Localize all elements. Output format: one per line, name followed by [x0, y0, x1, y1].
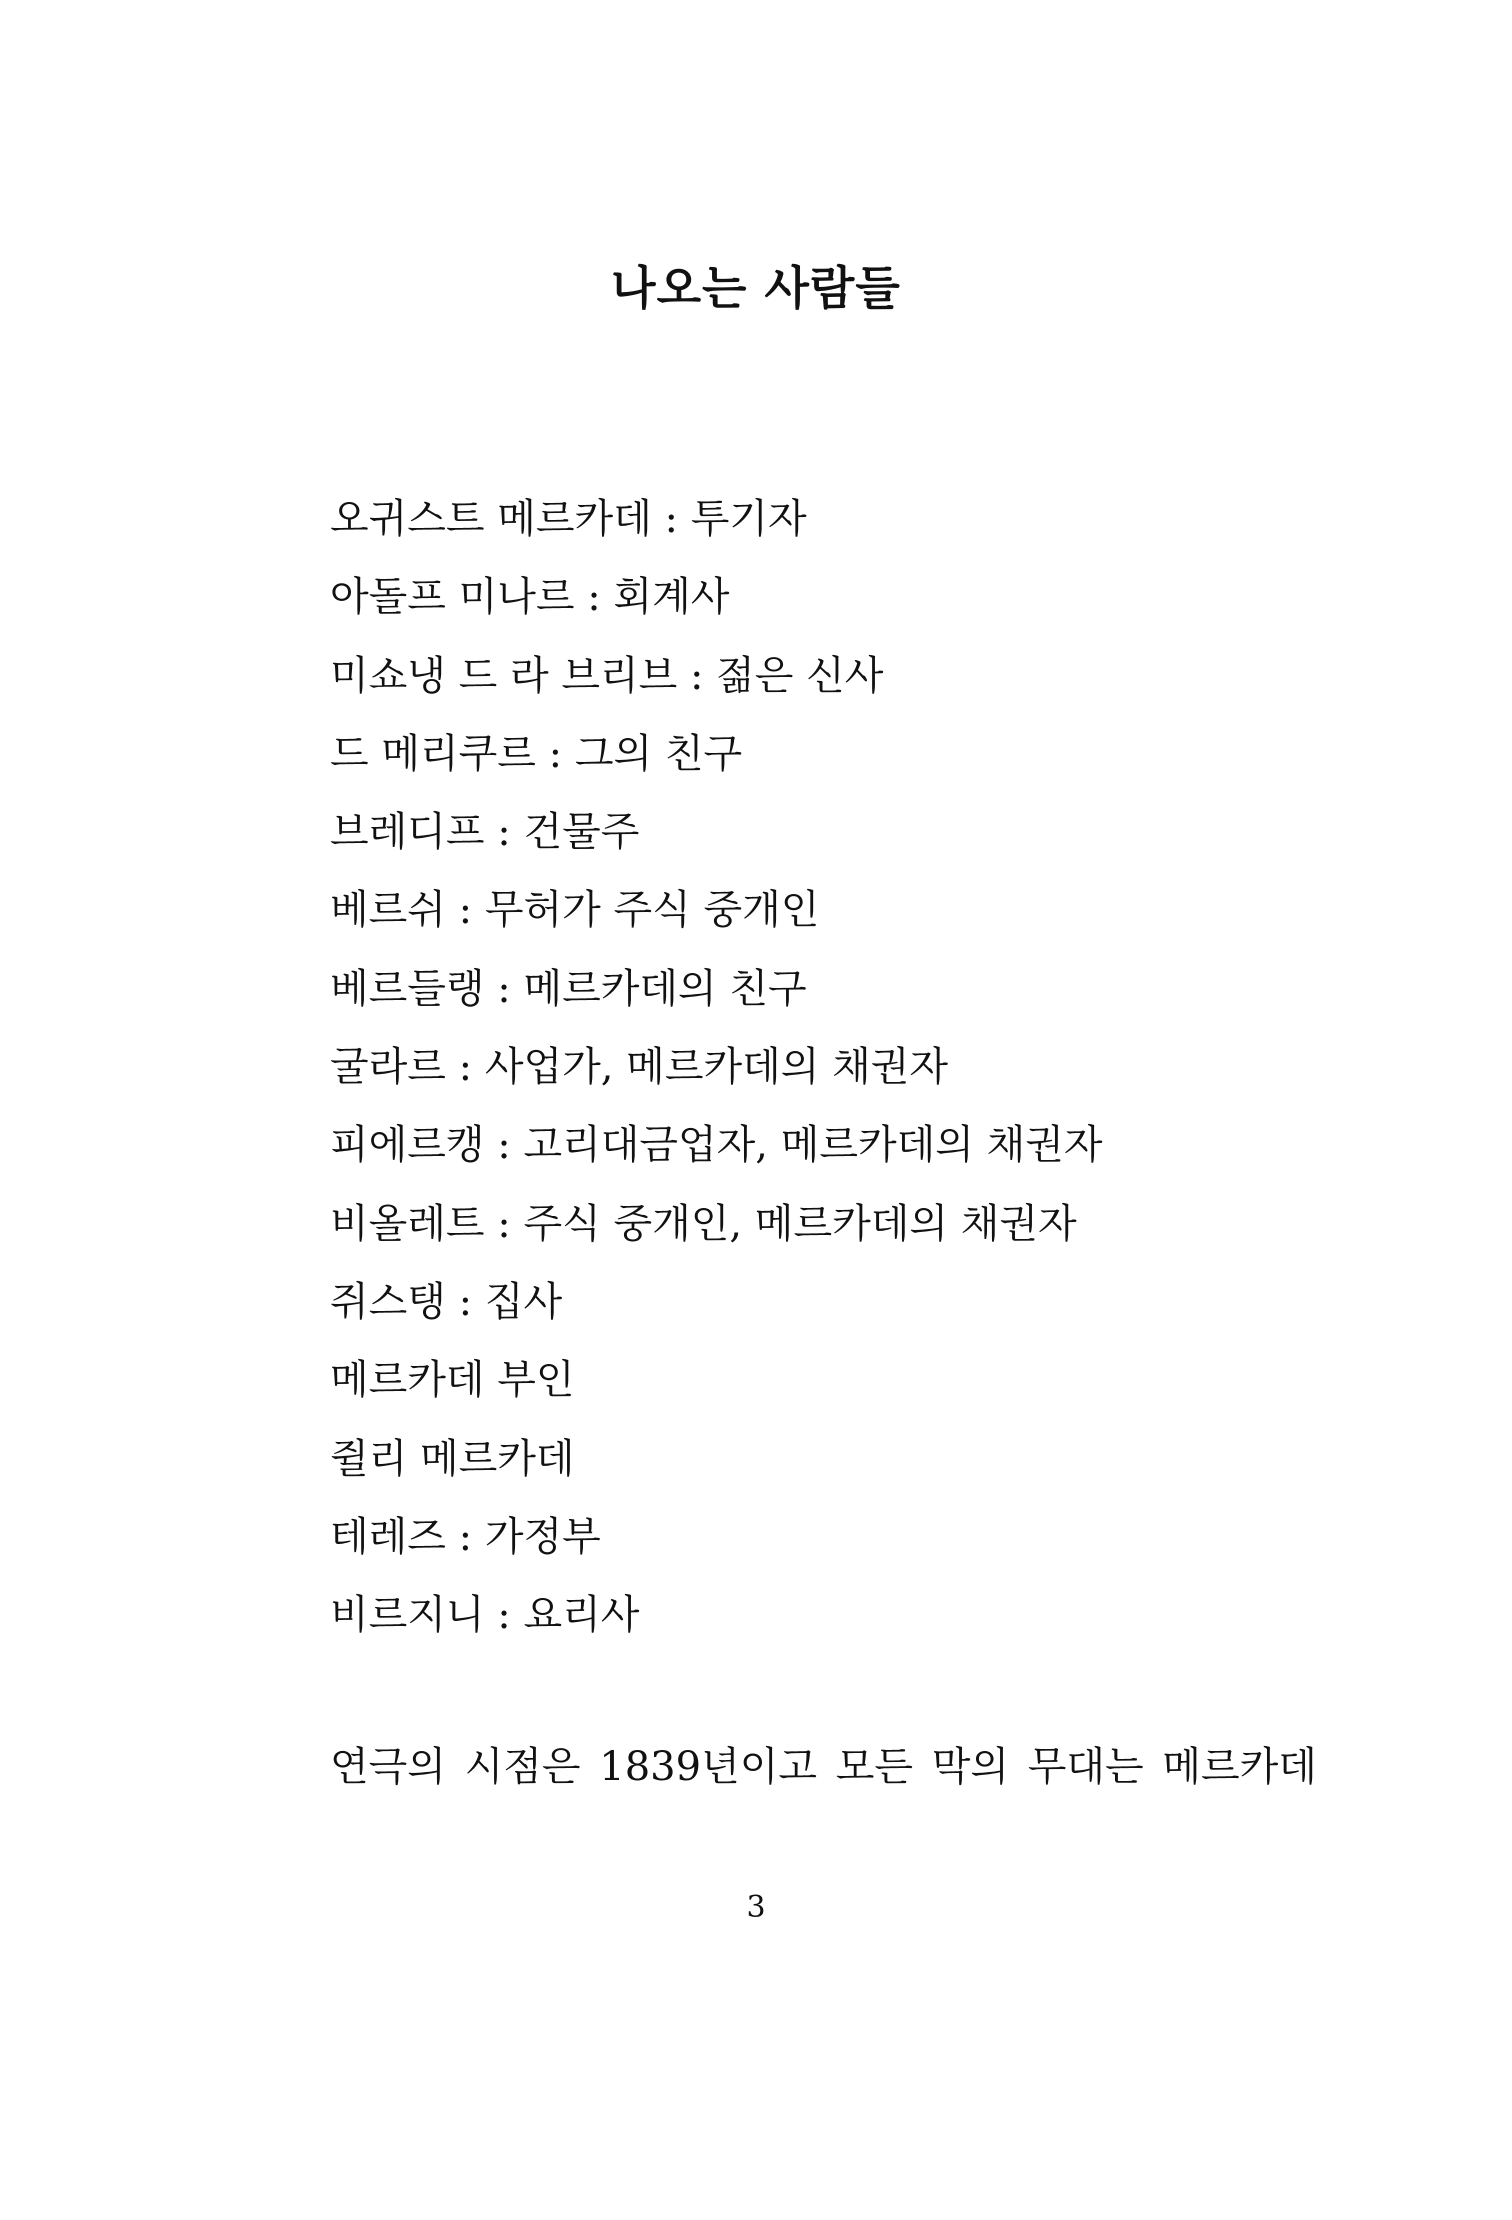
cast-item-7: 베르들랭 : 메르카데의 친구 — [330, 965, 807, 1012]
cast-item-2: 아돌프 미나르 : 회계사 — [330, 574, 730, 621]
cast-item-9: 피에르캥 : 고리대금업자, 메르카데의 채권자 — [330, 1122, 1103, 1169]
cast-list — [330, 480, 1103, 1654]
cast-item-3: 미쇼냉 드 라 브리브 : 젊은 신사 — [330, 652, 884, 699]
cast-item-6: 베르쉬 : 무허가 주식 중개인 — [330, 887, 820, 934]
cast-item-5: 브레디프 : 건물주 — [330, 809, 640, 856]
cast-item-10: 비올레트 : 주식 중개인, 메르카데의 채권자 — [330, 1200, 1077, 1247]
cast-item-11: 쥐스탱 : 집사 — [330, 1278, 563, 1325]
cast-item-4: 드 메리쿠르 : 그의 친구 — [330, 730, 743, 777]
cast-item-8: 굴라르 : 사업가, 메르카데의 채권자 — [330, 1044, 949, 1091]
cast-item-1: 오귀스트 메르카데 : 투기자 — [330, 496, 807, 542]
cast-item-15: 비르지니 : 요리사 — [330, 1592, 640, 1639]
page-title: 나오는 사람들 — [611, 261, 901, 315]
cast-item-14: 테레즈 : 가정부 — [330, 1513, 601, 1560]
cast-item-12: 메르카데 부인 — [330, 1357, 575, 1404]
setting-note: 연극의 시점은 1839년이고 모든 막의 무대는 메르카데 — [330, 1744, 1317, 1790]
cast-item-13: 쥘리 메르카데 — [330, 1435, 575, 1482]
page-number: 3 — [746, 1890, 766, 1925]
